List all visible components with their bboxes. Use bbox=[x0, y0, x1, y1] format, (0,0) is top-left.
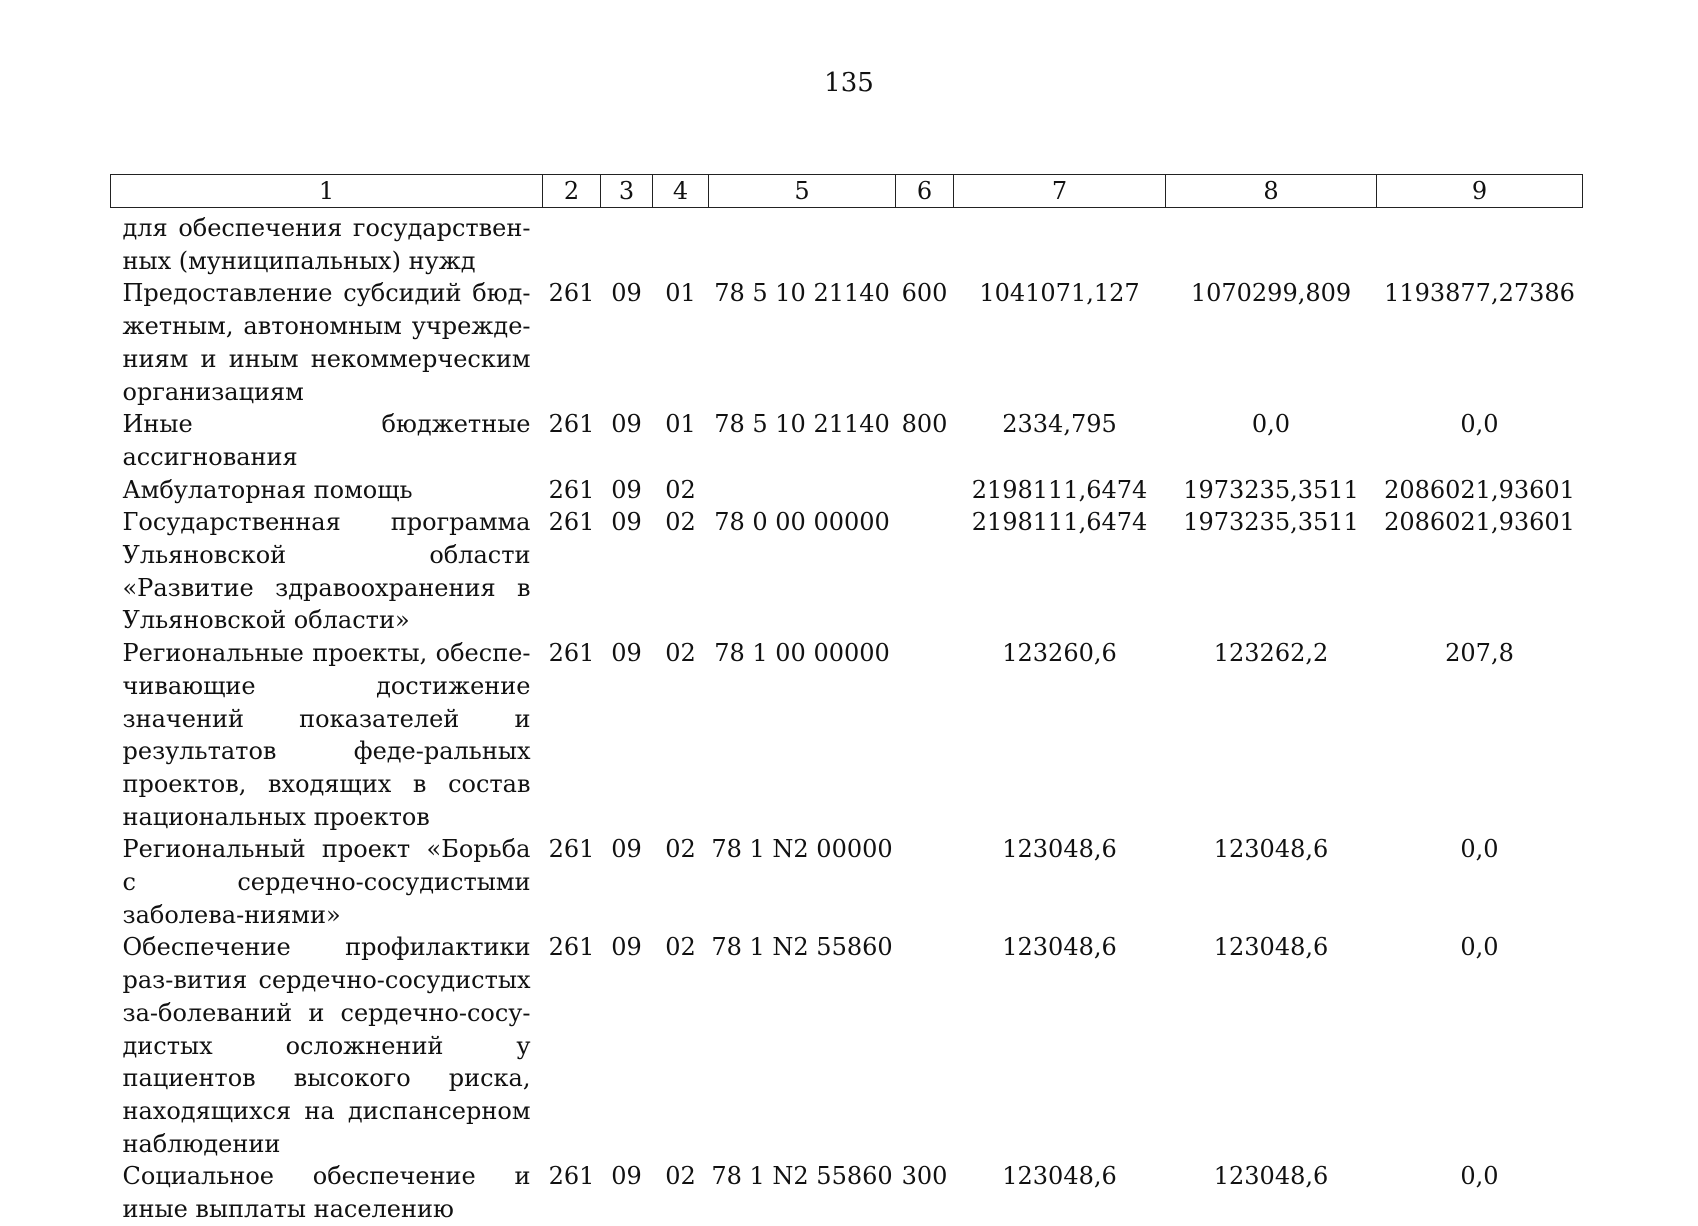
cell-col9: 0,0 bbox=[1460, 410, 1499, 439]
cell-col2: 261 bbox=[548, 410, 595, 439]
cell-col8: 123048,6 bbox=[1213, 1162, 1329, 1191]
cell-col9: 0,0 bbox=[1460, 933, 1499, 962]
row-name: Предоставление субсидий бюд-жетным, автономным учрежде-ниям и иным некоммерческим организациям bbox=[122, 279, 531, 406]
cell-col4: 02 bbox=[665, 933, 696, 962]
cell-col2: 261 bbox=[548, 475, 595, 504]
table-row bbox=[111, 208, 1583, 278]
budget-table bbox=[110, 174, 1583, 1226]
cell-col3: 09 bbox=[611, 835, 642, 864]
cell-col9: 0,0 bbox=[1460, 835, 1499, 864]
column-header-1: 1 bbox=[111, 175, 543, 208]
table-row bbox=[111, 1160, 1583, 1225]
cell-col5 bbox=[709, 474, 896, 507]
cell-col3 bbox=[601, 208, 653, 278]
cell-col2: 261 bbox=[548, 639, 595, 668]
table-row bbox=[111, 931, 1583, 1160]
row-name: Обеспечение профилактики раз-вития сердечно-сосудистых за-болеваний и сердечно-сосу-дистых осложнений у пациентов высокого риска, находящихся на диспансерном наблюдении bbox=[122, 933, 531, 1158]
cell-col8: 1070299,809 bbox=[1190, 279, 1352, 308]
cell-col5 bbox=[709, 208, 896, 278]
row-name: Региональный проект «Борьба с сердечно-сосудистыми заболева-ниями» bbox=[122, 835, 531, 929]
cell-col2 bbox=[543, 208, 601, 278]
cell-col3: 09 bbox=[611, 933, 642, 962]
cell-col4: 02 bbox=[665, 1162, 696, 1191]
cell-col7: 2198111,6474 bbox=[971, 508, 1148, 537]
cell-col2: 261 bbox=[548, 835, 595, 864]
cell-col2: 261 bbox=[548, 279, 595, 308]
cell-col3: 09 bbox=[611, 639, 642, 668]
header-row bbox=[111, 175, 1583, 208]
cell-col5: 78 0 00 00000 bbox=[714, 508, 890, 537]
table-row bbox=[111, 408, 1583, 473]
cell-col6 bbox=[896, 833, 954, 931]
cell-col7: 2198111,6474 bbox=[971, 475, 1148, 504]
column-header-4: 4 bbox=[653, 175, 709, 208]
cell-col7: 2334,795 bbox=[1002, 410, 1117, 439]
cell-col8 bbox=[1166, 208, 1377, 278]
cell-col9: 2086021,93601 bbox=[1384, 508, 1575, 537]
cell-col6 bbox=[896, 931, 954, 1160]
cell-col6: 300 bbox=[901, 1162, 948, 1191]
cell-col3: 09 bbox=[611, 508, 642, 537]
cell-col7: 123048,6 bbox=[1002, 835, 1117, 864]
cell-col6: 600 bbox=[901, 279, 948, 308]
cell-col9: 1193877,27386 bbox=[1384, 279, 1575, 308]
cell-col4: 02 bbox=[665, 835, 696, 864]
cell-col8: 123048,6 bbox=[1213, 835, 1329, 864]
column-header-3: 3 bbox=[601, 175, 653, 208]
column-header-5: 5 bbox=[709, 175, 896, 208]
cell-col4: 01 bbox=[665, 410, 696, 439]
cell-col2: 261 bbox=[548, 1162, 595, 1191]
cell-col9 bbox=[1377, 208, 1583, 278]
cell-col3: 09 bbox=[611, 410, 642, 439]
cell-col5: 78 5 10 21140 bbox=[714, 279, 890, 308]
cell-col6 bbox=[896, 637, 954, 833]
row-name: Иные бюджетные ассигнования bbox=[122, 410, 531, 471]
cell-col4: 02 bbox=[665, 508, 696, 537]
cell-col4: 01 bbox=[665, 279, 696, 308]
cell-col5: 78 1 N2 55860 bbox=[711, 1162, 893, 1191]
column-header-8: 8 bbox=[1166, 175, 1377, 208]
cell-col5: 78 1 N2 00000 bbox=[711, 835, 893, 864]
cell-col7: 123260,6 bbox=[1002, 639, 1117, 668]
table-row bbox=[111, 506, 1583, 637]
page-number: 135 bbox=[824, 68, 874, 98]
column-header-2: 2 bbox=[543, 175, 601, 208]
table-header bbox=[111, 175, 1583, 208]
column-header-9: 9 bbox=[1377, 175, 1583, 208]
cell-col8: 0,0 bbox=[1251, 410, 1291, 439]
cell-col4: 02 bbox=[665, 475, 696, 504]
table-body bbox=[111, 208, 1583, 1226]
row-name: Региональные проекты, обеспе-чивающие достижение значений показателей и результатов феде-ральных проектов, входящих в состав национальных проектов bbox=[122, 639, 531, 831]
table-row bbox=[111, 833, 1583, 931]
cell-col8: 123048,6 bbox=[1213, 933, 1329, 962]
cell-col5: 78 1 00 00000 bbox=[714, 639, 890, 668]
cell-col7: 1041071,127 bbox=[979, 279, 1140, 308]
cell-col6: 800 bbox=[901, 410, 948, 439]
cell-col6 bbox=[896, 506, 954, 637]
cell-col6 bbox=[896, 208, 954, 278]
row-name: Государственная программа Ульяновской области «Развитие здравоохранения в Ульяновской области» bbox=[122, 508, 531, 635]
cell-col7: 123048,6 bbox=[1002, 1162, 1117, 1191]
cell-col4 bbox=[653, 208, 709, 278]
cell-col5: 78 5 10 21140 bbox=[714, 410, 890, 439]
table-row bbox=[111, 637, 1583, 833]
cell-col9: 2086021,93601 bbox=[1384, 475, 1575, 504]
table-row bbox=[111, 277, 1583, 408]
cell-col2: 261 bbox=[548, 933, 595, 962]
column-header-7: 7 bbox=[954, 175, 1166, 208]
cell-col2: 261 bbox=[548, 508, 595, 537]
cell-col8: 1973235,3511 bbox=[1183, 508, 1359, 537]
table-row bbox=[111, 474, 1583, 507]
row-name: Амбулаторная помощь bbox=[122, 475, 413, 504]
cell-col3: 09 bbox=[611, 475, 642, 504]
cell-col8: 123262,2 bbox=[1213, 639, 1329, 668]
cell-col8: 1973235,3511 bbox=[1183, 475, 1359, 504]
cell-col9: 0,0 bbox=[1460, 1162, 1499, 1191]
row-name: Социальное обеспечение и иные выплаты населению bbox=[122, 1162, 531, 1224]
column-header-6: 6 bbox=[896, 175, 954, 208]
cell-col3: 09 bbox=[611, 279, 642, 308]
cell-col7: 123048,6 bbox=[1002, 933, 1117, 962]
cell-col9: 207,8 bbox=[1445, 639, 1514, 668]
cell-col3: 09 bbox=[611, 1162, 642, 1191]
cell-col6 bbox=[896, 474, 954, 507]
row-name: для обеспечения государствен-ных (муниципальных) нужд bbox=[122, 214, 531, 275]
cell-col5: 78 1 N2 55860 bbox=[711, 933, 893, 962]
cell-col4: 02 bbox=[665, 639, 696, 668]
cell-col7 bbox=[954, 208, 1166, 278]
